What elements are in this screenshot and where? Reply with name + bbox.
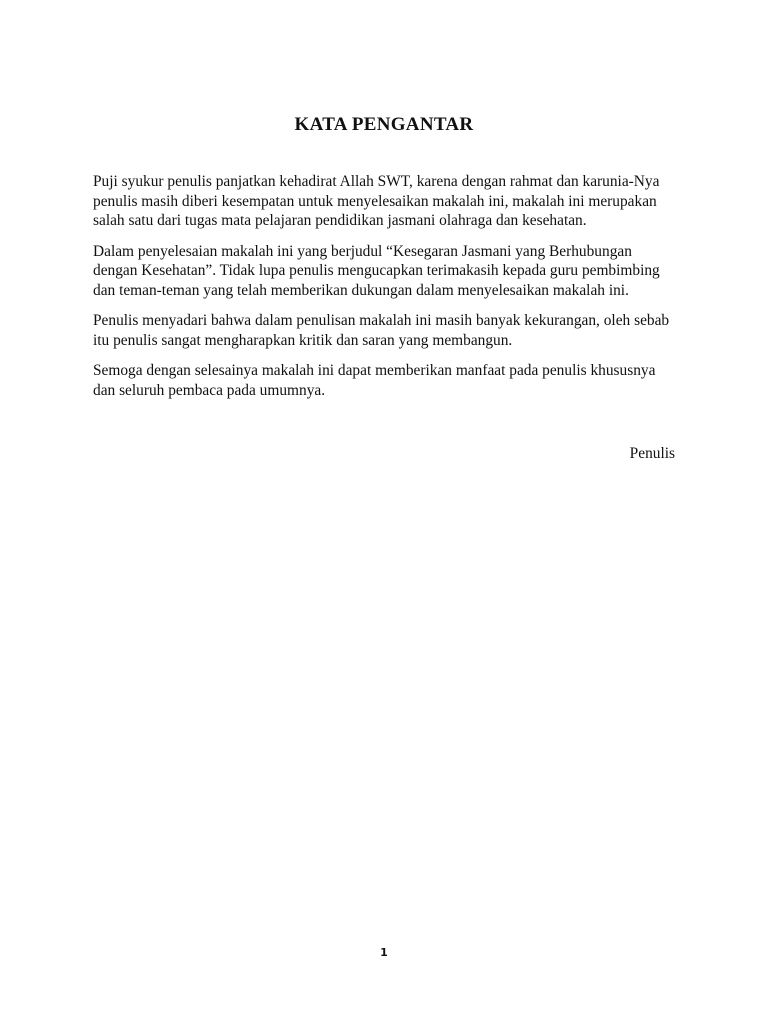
page-title: KATA PENGANTAR bbox=[294, 114, 474, 135]
paragraph-line: itu penulis sangat mengharapkan kritik dan saran yang membangun. bbox=[93, 331, 513, 349]
paragraph-line: Dalam penyelesaian makalah ini yang berjudul “Kesegaran Jasmani yang Berhubungan bbox=[93, 242, 632, 260]
paragraph-line: salah satu dari tugas mata pelajaran pendidikan jasmani olahraga dan kesehatan. bbox=[93, 212, 587, 229]
paragraph-2 bbox=[93, 242, 683, 301]
paragraph-line: Semoga dengan selesainya makalah ini dapat memberikan manfaat pada penulis khususnya bbox=[93, 362, 656, 379]
paragraph-4 bbox=[93, 361, 683, 400]
paragraph-3 bbox=[93, 311, 683, 350]
paragraph-1 bbox=[93, 172, 683, 231]
document-body bbox=[93, 172, 683, 411]
signature: Penulis bbox=[629, 445, 675, 462]
paragraph-line: Puji syukur penulis panjatkan kehadirat Allah SWT, karena dengan rahmat dan karunia-Nya bbox=[93, 173, 660, 190]
paragraph-line: penulis masih diberi kesempatan untuk menyelesaikan makalah ini, makalah ini merupakan bbox=[93, 192, 657, 210]
paragraph-line: dan seluruh pembaca pada umumnya. bbox=[93, 381, 326, 399]
paragraph-line: Penulis menyadari bahwa dalam penulisan makalah ini masih banyak kekurangan, oleh sebab bbox=[93, 312, 670, 329]
paragraph-line: dan teman-teman yang telah memberikan dukungan dalam menyelesaikan makalah ini. bbox=[93, 281, 629, 299]
page-number: 1 bbox=[380, 946, 388, 959]
paragraph-line: dengan Kesehatan”. Tidak lupa penulis mengucapkan terimakasih kepada guru pembimbing bbox=[93, 262, 660, 279]
